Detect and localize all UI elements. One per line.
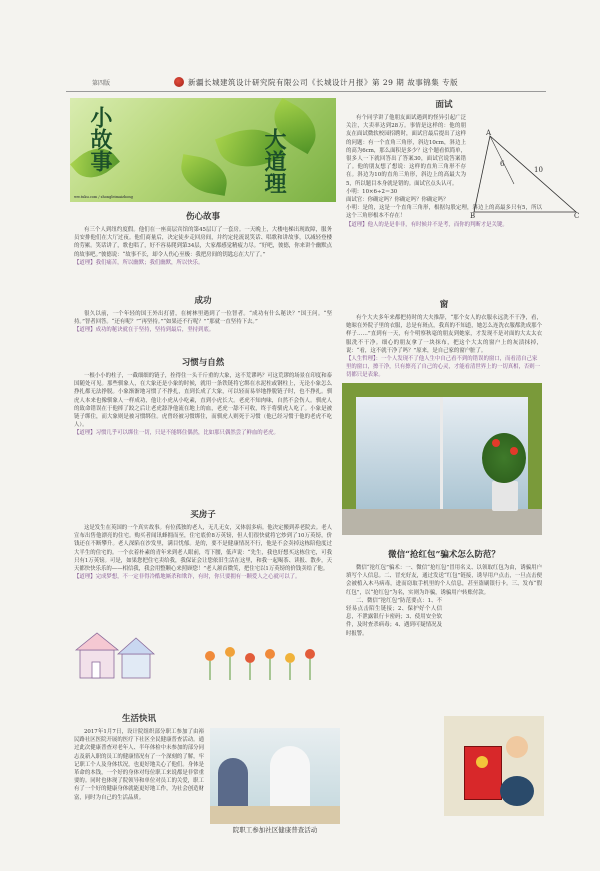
flowers-drawing [205,647,315,680]
window-frame-top [342,383,542,397]
story-text: 这是发生在英国的一个真实故事。有位孤独的老人，无儿无女，又体弱多病。他决定搬到养老院去。老人宣布出售他漂亮的住宅。购买者闻讯蜂拥而至，住宅底价8万英镑，但人们很快就将它炒到了10万英镑，价钱还在不断攀升。老人深陷在沙发里，满目忧郁。是的，要不是健康情况不行，他是不会卖掉这栋陪他度过大半生的住宅的。一个衣着朴素的青年来到老人眼前，弯下腰，低声说：“先生，我也好想买这栋住宅，可我只有1万英镑。可是，如果您把住宅卖给我，我保证会让您依旧生活在这里，和我一起喝茶、读报、散步，天天都快快乐乐的——相信我，我会用整颗心来照顾您！”老人颔首微笑，把住宅以1万英镑的价钱卖给了他。 [74,525,332,573]
story-formula: 小明：10×6÷2＝30 [346,188,398,195]
banner-title-big-truth: 大道理 [261,128,286,194]
story-banner-image [70,98,336,202]
header-divider [66,91,546,92]
anthurium-flower-icon [510,447,518,455]
house-sketch-image [70,628,338,682]
page-header [66,76,546,90]
story-moral: 【道理】成功的秘诀就在于坚持，坚持到最后，坚持到底。 [74,327,215,334]
window-photo [342,383,542,535]
story-answer: 小明：是的，这是一个直角三角形，根据勾股定理，斜边上的高最多只有5，所以这个三角形根本不存在！ [346,205,542,220]
house-drawing [76,633,154,678]
story-wechat [346,548,542,638]
story-title: 生活快讯 [121,714,156,724]
anthurium-flower-icon [492,439,500,447]
window-mullion [440,397,443,509]
story-tips: 二、微信“抢红包”防范要点：1、不轻易点击陌生链接；2、保护好个人信息，不泄露银行卡密码；3、使用安全软件，及时查杀病毒；4、遇到可疑情况及时报警。 [346,597,442,637]
page-number: 第四版 [92,80,111,87]
plant-leaves [482,433,526,483]
story-text: 有个同学讲了他朋友面试遇到的怪异引起广泛关注，大卖率达到28万。事情是这样的：他的朋友在面试微软校园招聘时，面试官最后提出了这样的问题：有一个直角三角形，斜边10cm，斜边上的高为6cm，那么面积是多少？这个题看似简单，很多人一下就回答出了答案30，面试官说答案错了。他的朋友想了想说：这样的直角三角形不存在。斜边为10的直角三角形，斜边上的高最大为5，所以题目本身就是错的。面试官点头认可。 [346,115,466,187]
story-title: 伤心故事 [185,212,220,222]
red-envelope-cartoon [444,716,544,816]
story-title: 面试 [435,100,453,110]
triangle-diagram [470,128,580,218]
story-text: 微信“抢红包”骗术：一、微信“抢红包”冒用名义、以领取红包为由，诱骗用户填写个人信息。二、冒充好友，通过发送“红包”链接，诱导用户点击，一旦点击便会被植入木马病毒，进而窃取手机里的个人信息，甚至盗刷银行卡。三、发布“假红包”，以“抢红包”为名，实则为诈骗，诱骗用户转账付款。 [346,565,542,596]
company-logo-icon [174,77,184,87]
story-title: 买房子 [190,510,216,520]
banner-watermark: ww.tuku.com / zhongleimaizhong [74,195,133,199]
story-success [74,294,332,335]
story-house [74,508,332,581]
vertex-a-label: A [486,129,492,137]
story-text: 有三个人到纽约度假。他们在一座高层宾馆的第45层订了一套房。一天晚上，大楼电梯出现故障，服务员安排他们在大厅过夜。他们商量后，决定徒步走回房间，并约定轮流说笑话、唱歌和讲故事，以减轻登楼的劳累。笑话讲了，歌也唱了，好不容易爬到第34层，大家都感觉精疲力尽。“好吧，彼德，你来讲个幽默点的故事吧。”彼德说：“故事不长，却令人伤心至极：我把房间的钥匙忘在大厅了。” [74,227,332,258]
vertex-b-label: B [470,212,476,218]
story-text: 有个大夫多年来都把持时的大夫推辞，“那个女人的衣服永远洗不干净，看，她晾在外院子里的衣服，总是有斑点，我真的不知道，她怎么连洗衣服都洗成那个样子……”直到有一天，有个明察秋毫的朋友到她家，才发现不是对面的大太太衣服洗不干净。细心的朋友拿了一块抹布，把这个大太的窗户上的灰渍抹掉，说：“看，这不就干净了吗？”原来，是自己家的窗户脏了。 [346,315,542,354]
red-envelope-icon [464,746,502,800]
story-text: 2017年1月7日，设计院组织部分职工参加了由裕民路社区医院开展的医疗下社区全民健康普查活动。通过此次健康普查对老年人、半年体检中未参加的部分同志及新入职的员工的健康情况有了一个深刻的了解，牢记职工个人及身体状况，也更好地关心了他们。身体是革命的本钱，一个好的身体对每位职工来说都是非常重要的。同时也体现了院领导和单位对员工的关爱，职工有了一个好的健康身体就能更好地工作，为社会创造财富，同时为自己的生活品质。 [74,729,204,801]
windowsill [342,509,542,535]
story-moral: 【道理】他人的是是非非，有时候并不是考，而你的判断才是关键。 [346,221,508,228]
story-question: 面试官：你确定吗？你确定吗？你确定吗？ [346,197,449,204]
banner-title-small-story: 小故事 [87,106,112,172]
story-title: 成功 [194,296,212,306]
health-checkup-photo [210,728,340,824]
story-moral: 【道理】完成梦想，不一定非得冷酷地厮杀和欺诈，有时，你只要拥有一颗爱人之心就可以了。 [74,574,301,581]
story-life-news [74,712,204,802]
leaf-icon [177,154,230,196]
trap-hole [500,776,534,806]
story-title: 习惯与自然 [181,358,225,368]
person-head [506,736,528,758]
flower-pot [492,481,518,511]
story-title: 窗 [439,300,449,310]
story-title: 微信“抢红包”骗术怎么防范？ [388,550,500,560]
story-window [346,298,542,380]
story-text: 很久以前，一个年轻的国王外出打猎，在树林里遇到了一位智者。“成功有什么秘诀？”国王问。“坚持。”智者回答。“还有呢？”“再坚持。”“如果还不行呢？”“那就一直坚持下去。” [74,311,332,326]
story-moral: 【道理】我们痛苦，所以幽默；我们幽默，所以快乐。 [74,259,204,266]
vertex-c-label: C [574,212,580,218]
coin-icon [476,756,488,768]
triangle-shape [474,136,576,212]
desk [210,806,340,824]
story-habit [74,356,332,438]
story-text: 一根小小的柱子，一截细细的链子，拴得住一头千斤重的大象，这不荒谬吗？可这荒谬的场景在印度和泰国随处可见。那些驯象人，在大象还是小象的时候，就用一条铁链将它绑在水泥柱或钢柱上，无论小象怎么挣扎都无法挣脱。小象渐渐地习惯了不挣扎，直到长成了大象，可以轻而易举地挣脱链子时，也不挣扎。驯虎人本来也像驯象人一样成功，他让小虎从小吃素，直到小虎长大。老虎不知肉味，自然不会伤人。驯虎人的致命错误在于他摔了跤之后让老虎舔净他流在地上的血，老虎一舔不可收，终于将驯虎人吃了。小象是被链子绑住，而大象则是被习惯绑住。虎曾经被习惯绑住，而驯虎人则死于习惯（他已经习惯于他的老虎不吃人）。 [74,373,332,429]
story-moral: 【人生哲理】：一个人发现不了他人生中自己看不到的错误的窗口，而看清自己家里的窗口，擦干净，只有擦亮了自己的心灵，才能看清世界上的一切真相，否则一切都只是表象。 [346,356,541,379]
story-moral: 【道理】习惯几乎可以绑住一切，只是不能绑住偶然，比如那只偶然尝了鲜血的老虎。 [74,430,279,437]
height-label: 6 [500,160,505,168]
masthead: 新疆长城建筑设计研究院有限公司《长城设计月报》第 29 期 故事锦集 专版 [188,78,459,87]
side-length-label: 10 [534,166,543,174]
health-photo-caption: 院职工参加社区健康普查活动 [232,826,318,834]
story-sad [74,210,332,267]
